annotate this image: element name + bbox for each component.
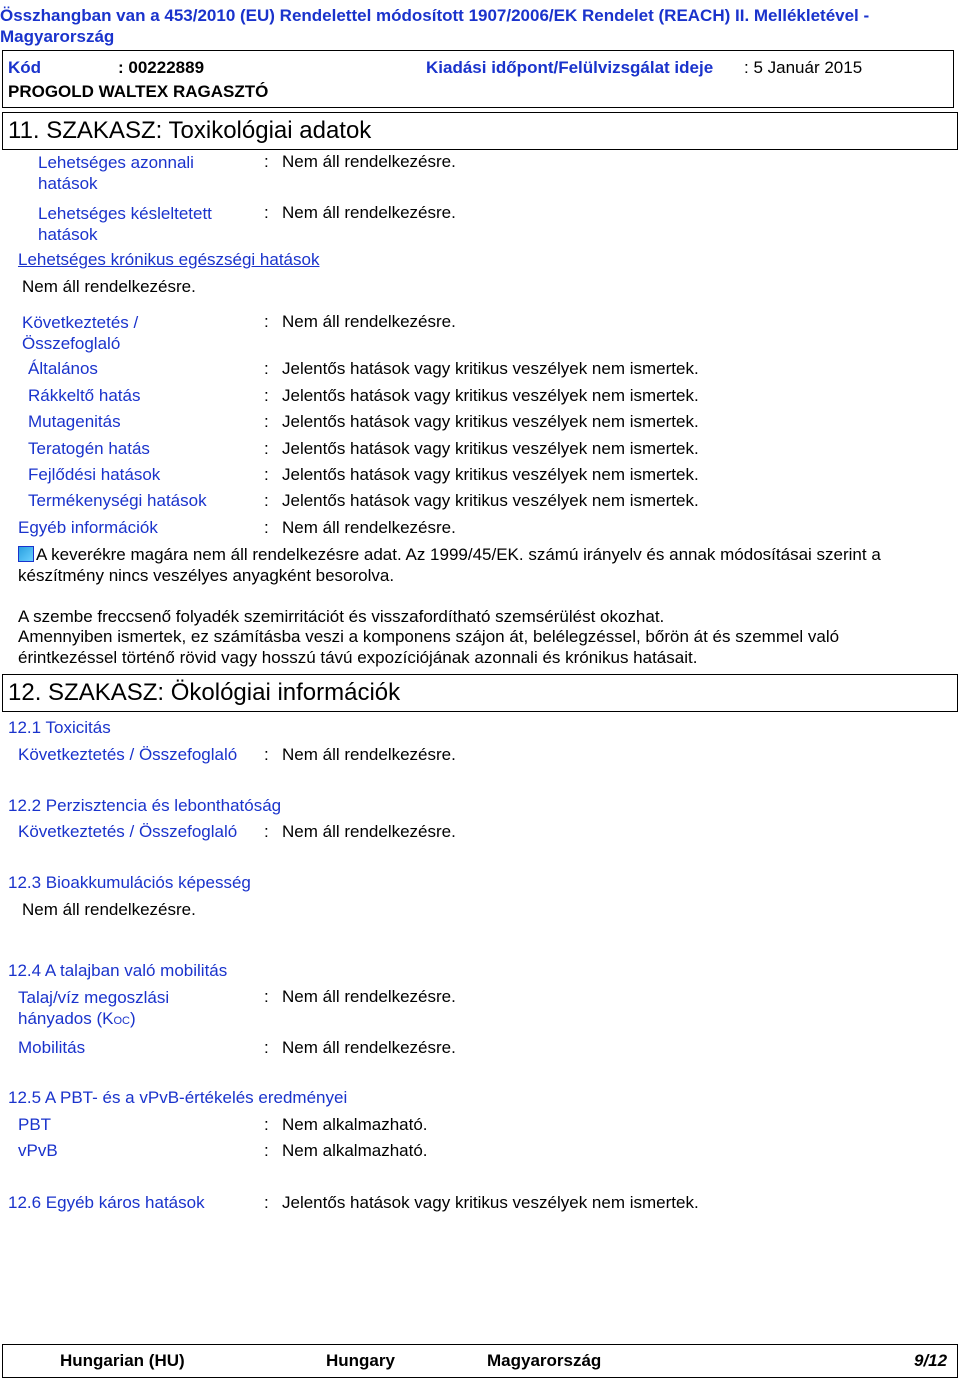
date-value: : 5 Január 2015 — [744, 58, 863, 77]
pbt-value: Nem alkalmazható. — [282, 1115, 428, 1134]
effect-label-fertility: Termékenységi hatások — [28, 491, 207, 510]
delayed-effects-label: Lehetséges késleltetett hatások — [38, 204, 212, 244]
colon: : — [264, 439, 269, 458]
footer-language: Hungarian (HU) — [60, 1351, 185, 1370]
pbt-heading: 12.5 A PBT- és a vPvB-értékelés eredményei — [8, 1088, 348, 1107]
koc-label: Talaj/víz megoszlási hányados (KOC) — [18, 988, 170, 1028]
regulation-line-1: Összhangban van a 453/2010 (EU) Rendelettel módosított 1907/2006/EK Rendelet (REACH) II. Mellékletével - — [0, 6, 870, 25]
page-number: 9/12 — [914, 1351, 948, 1370]
section-11-title: 11. SZAKASZ: Toxikológiai adatok — [8, 117, 372, 144]
summary-label: Következtetés / Összefoglaló — [22, 313, 139, 353]
persistence-heading: 12.2 Perzisztencia és lebonthatóság — [8, 796, 282, 815]
effect-label-developmental: Fejlődési hatások — [28, 465, 161, 484]
other-adverse-value: Jelentős hatások vagy kritikus veszélyek nem ismertek. — [282, 1193, 699, 1212]
vpvb-label: vPvB — [18, 1141, 58, 1160]
colon: : — [264, 386, 269, 405]
colon: : — [264, 518, 269, 537]
effect-label-general: Általános — [28, 359, 98, 378]
colon: : — [264, 1141, 269, 1160]
mixture-paragraph: A keverékre magára nem áll rendelkezésre adat. Az 1999/45/EK. számú irányelv és annak módosításai szerint a készítmény nincs veszélyes anyagként besorolva. — [18, 545, 881, 585]
effect-label-mutagenicity: Mutagenitás — [28, 412, 121, 431]
effect-label-carcinogenicity: Rákkeltő hatás — [28, 386, 141, 405]
bioaccumulation-heading: 12.3 Bioakkumulációs képesség — [8, 873, 251, 892]
delayed-effects-value: Nem áll rendelkezésre. — [282, 203, 456, 222]
section-12-title: 12. SZAKASZ: Ökológiai információk — [8, 679, 401, 706]
colon: : — [264, 1115, 269, 1134]
effect-value-mutagenicity: Jelentős hatások vagy kritikus veszélyek nem ismertek. — [282, 412, 699, 431]
regulation-line-2: Magyarország — [0, 27, 115, 46]
chronic-heading: Lehetséges krónikus egészségi hatások — [18, 250, 320, 269]
footer-country-local: Magyarország — [487, 1351, 602, 1370]
colon: : — [264, 822, 269, 841]
koc-value: Nem áll rendelkezésre. — [282, 987, 456, 1006]
mobility-value: Nem áll rendelkezésre. — [282, 1038, 456, 1057]
immediate-effects-value: Nem áll rendelkezésre. — [282, 152, 456, 171]
other-info-label: Egyéb információk — [18, 518, 158, 537]
chronic-value: Nem áll rendelkezésre. — [22, 277, 196, 296]
product-name: PROGOLD WALTEX RAGASZTÓ — [8, 82, 269, 101]
toxicity-heading: 12.1 Toxicitás — [8, 718, 111, 737]
persistence-summary-value: Nem áll rendelkezésre. — [282, 822, 456, 841]
vpvb-value: Nem alkalmazható. — [282, 1141, 428, 1160]
colon: : — [264, 465, 269, 484]
colon: : — [264, 745, 269, 764]
other-adverse-heading: 12.6 Egyéb káros hatások — [8, 1193, 205, 1212]
colon: : — [264, 1038, 269, 1057]
immediate-effects-label: Lehetséges azonnali hatások — [38, 153, 194, 193]
effect-value-developmental: Jelentős hatások vagy kritikus veszélyek nem ismertek. — [282, 465, 699, 484]
bioaccumulation-value: Nem áll rendelkezésre. — [22, 900, 196, 919]
footer-country: Hungary — [326, 1351, 395, 1370]
colon: : — [264, 987, 269, 1006]
summary-value: Nem áll rendelkezésre. — [282, 312, 456, 331]
pbt-label: PBT — [18, 1115, 52, 1134]
colon: : — [264, 412, 269, 431]
toxicity-summary-label: Következtetés / Összefoglaló — [18, 745, 238, 764]
date-label: Kiadási időpont/Felülvizsgálat ideje — [426, 58, 714, 77]
eye-paragraph: A szembe freccsenő folyadék szemirritációt és visszafordítható szemsérülést okozhat. — [18, 607, 665, 626]
effect-value-carcinogenicity: Jelentős hatások vagy kritikus veszélyek nem ismertek. — [282, 386, 699, 405]
effect-value-fertility: Jelentős hatások vagy kritikus veszélyek nem ismertek. — [282, 491, 699, 510]
effect-value-general: Jelentős hatások vagy kritikus veszélyek nem ismertek. — [282, 359, 699, 378]
effect-value-teratogenicity: Jelentős hatások vagy kritikus veszélyek nem ismertek. — [282, 439, 699, 458]
colon: : — [264, 312, 269, 331]
exposure-paragraph: Amennyiben ismertek, ez számításba veszi a komponens szájon át, belélegzéssel, bőrön át és szemmel való érintkezéssel történő rövid vagy hosszú távú expozíciójának azonnali és krónikus hatásait. — [18, 627, 840, 667]
mobility-label: Mobilitás — [18, 1038, 86, 1057]
colon: : — [264, 359, 269, 378]
mobility-heading: 12.4 A talajban való mobilitás — [8, 961, 228, 980]
colon: : — [264, 491, 269, 510]
colon: : — [264, 152, 269, 171]
persistence-summary-label: Következtetés / Összefoglaló — [18, 822, 238, 841]
toxicity-summary-value: Nem áll rendelkezésre. — [282, 745, 456, 764]
other-info-value: Nem áll rendelkezésre. — [282, 518, 456, 537]
colon: : — [264, 203, 269, 222]
colon: : — [264, 1193, 269, 1212]
effect-label-teratogenicity: Teratogén hatás — [28, 439, 150, 458]
code-label: Kód — [8, 58, 42, 77]
code-value: : 00222889 — [118, 58, 205, 77]
checkbox-icon — [18, 546, 34, 562]
